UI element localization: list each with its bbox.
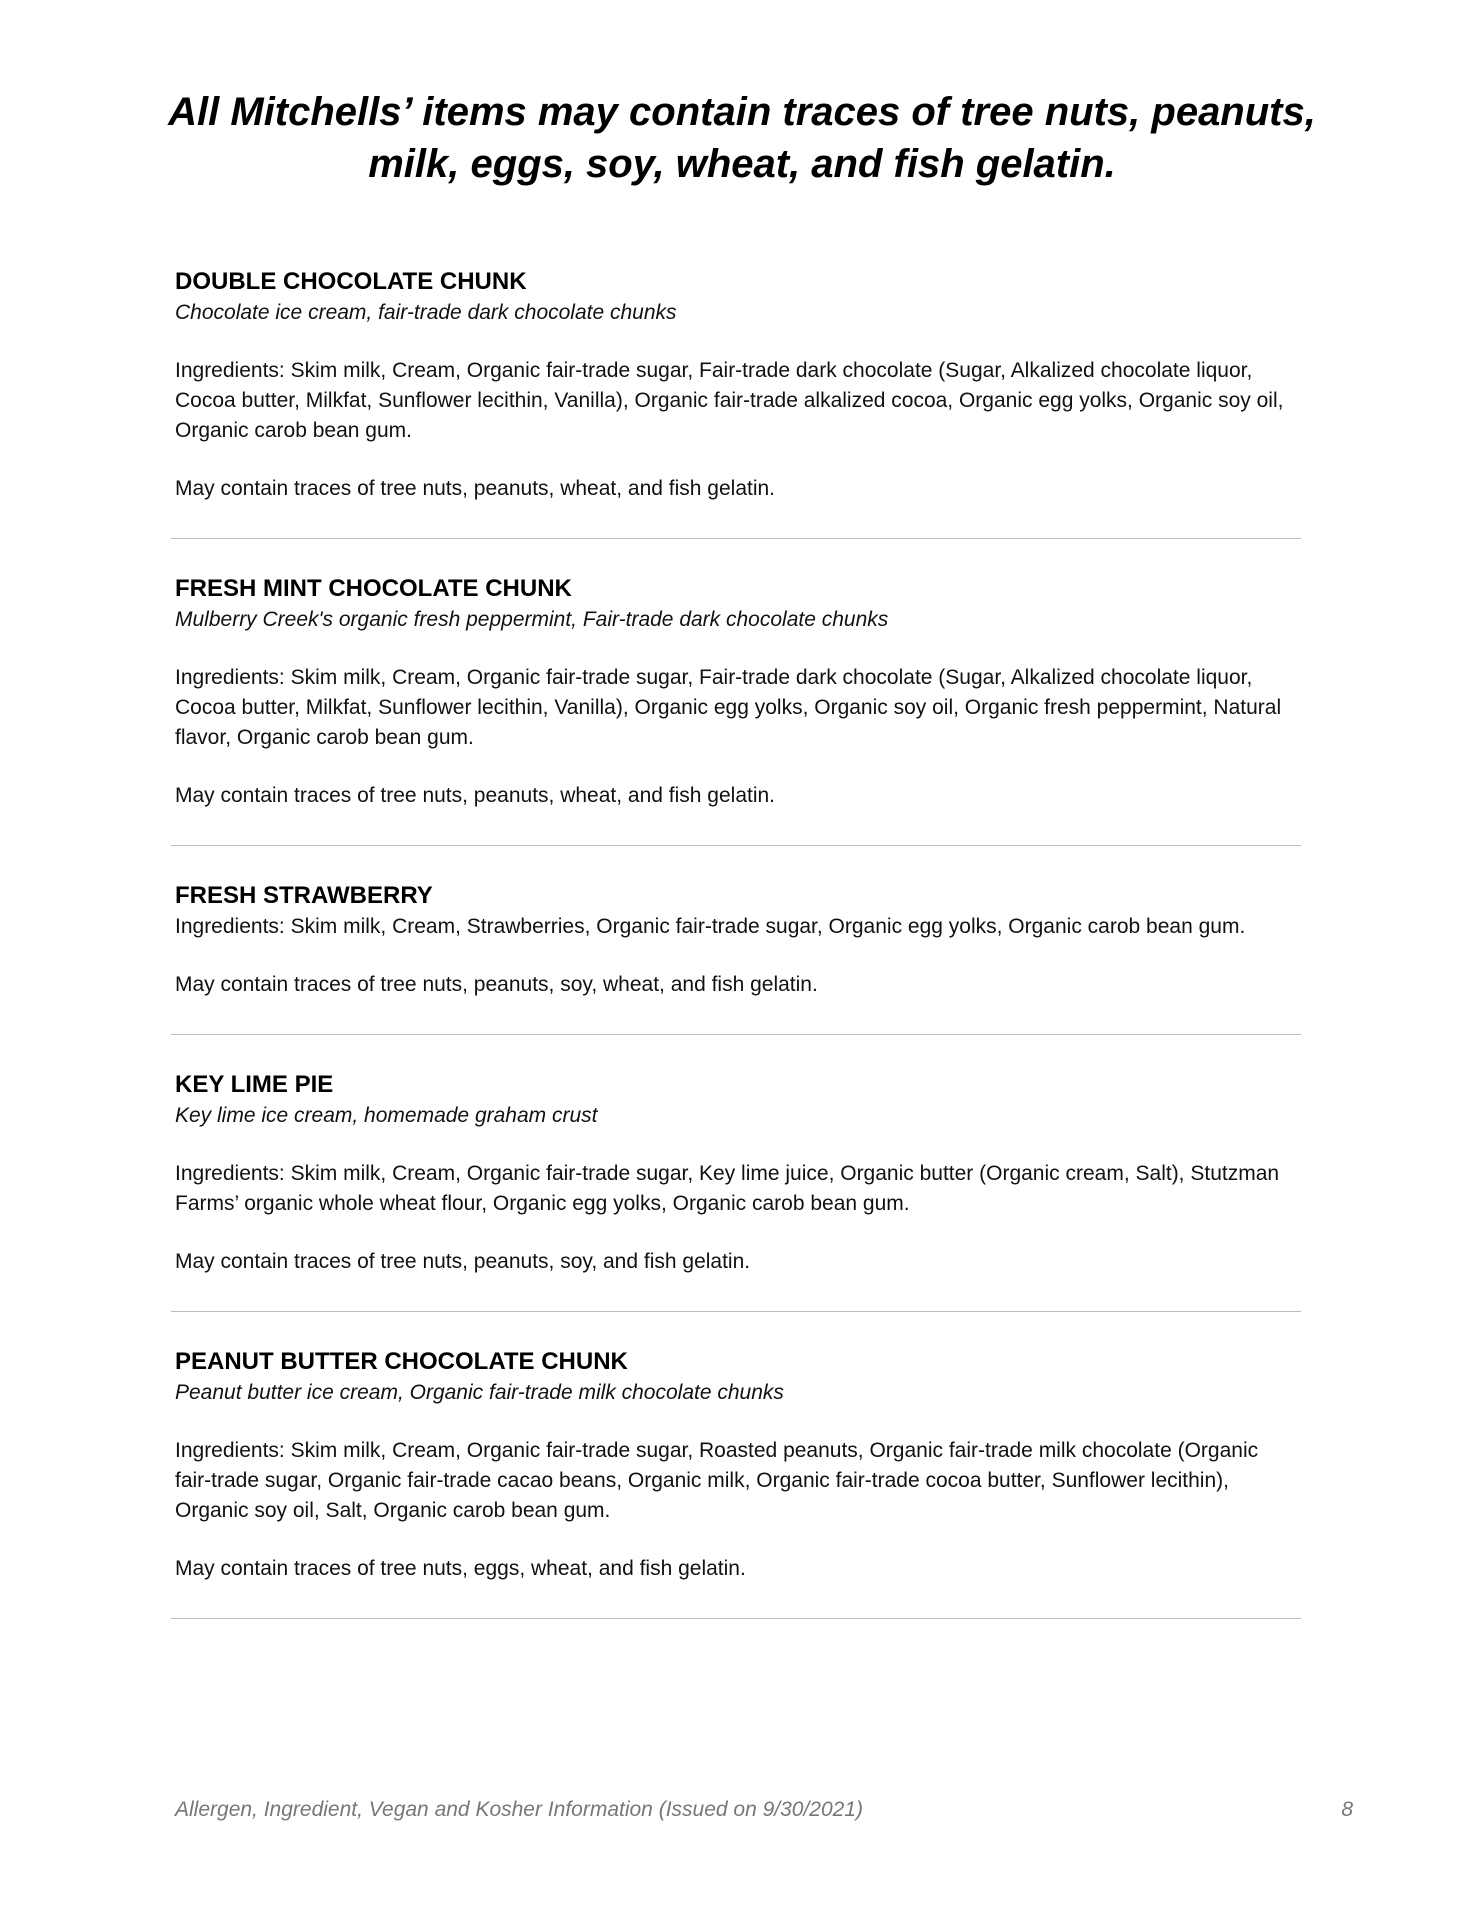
product-name: FRESH STRAWBERRY — [175, 882, 433, 909]
page-title — [130, 86, 1354, 190]
product-description: Chocolate ice cream, fair-trade dark chocolate chunks — [175, 301, 677, 324]
product-allergen-traces: May contain traces of tree nuts, peanuts, soy, and fish gelatin. — [175, 1250, 751, 1273]
product-list — [175, 266, 1297, 1653]
product-name: KEY LIME PIE — [175, 1071, 334, 1098]
product-ingredients: Ingredients: Skim milk, Cream, Organic fair-trade sugar, Fair-trade dark chocolate (Sugar, Alkalized chocolate liquor, Cocoa butter, Milkfat, Sunflower lecithin, Vanilla), Organic fair-trade alkalized cocoa, Organic egg yolks, Organic soy oil, Organic carob bean gum. — [175, 359, 1284, 442]
product-ingredients: Ingredients: Skim milk, Cream, Strawberries, Organic fair-trade sugar, Organic egg yolks, Organic carob bean gum. — [175, 915, 1246, 938]
product-peanut-butter-chocolate-chunk — [175, 1346, 1297, 1584]
product-ingredients: Ingredients: Skim milk, Cream, Organic fair-trade sugar, Fair-trade dark chocolate (Sugar, Alkalized chocolate liquor, Cocoa butter, Milkfat, Sunflower lecithin, Vanilla), Organic egg yolks, Organic soy oil, Organic fresh peppermint, Natural flavor, Organic carob bean gum. — [175, 666, 1282, 749]
footer-issue-info: Allergen, Ingredient, Vegan and Kosher Information (Issued on 9/30/2021) — [175, 1798, 864, 1821]
section-divider — [171, 1311, 1301, 1312]
product-description: Key lime ice cream, homemade graham crust — [175, 1104, 598, 1127]
product-description: Peanut butter ice cream, Organic fair-trade milk chocolate chunks — [175, 1381, 784, 1404]
product-name: FRESH MINT CHOCOLATE CHUNK — [175, 575, 572, 602]
product-name: DOUBLE CHOCOLATE CHUNK — [175, 268, 527, 295]
section-divider — [171, 1034, 1301, 1035]
page-number: 8 — [1341, 1798, 1353, 1821]
page-title-line-2: milk, eggs, soy, wheat, and fish gelatin. — [368, 142, 1116, 186]
product-allergen-traces: May contain traces of tree nuts, eggs, wheat, and fish gelatin. — [175, 1557, 746, 1580]
page-title-line-1: All Mitchells’ items may contain traces of tree nuts, peanuts, — [168, 90, 1316, 134]
page-footer — [175, 1795, 1353, 1825]
section-divider — [171, 1618, 1301, 1619]
section-divider — [171, 845, 1301, 846]
product-ingredients: Ingredients: Skim milk, Cream, Organic fair-trade sugar, Key lime juice, Organic butter (Organic cream, Salt), Stutzman Farms’ organic whole wheat flour, Organic egg yolks, Organic carob bean gum. — [175, 1162, 1280, 1215]
product-allergen-traces: May contain traces of tree nuts, peanuts, wheat, and fish gelatin. — [175, 477, 776, 500]
product-fresh-mint-chocolate-chunk — [175, 573, 1297, 811]
product-fresh-strawberry — [175, 880, 1297, 1000]
product-double-chocolate-chunk — [175, 266, 1297, 504]
product-ingredients: Ingredients: Skim milk, Cream, Organic fair-trade sugar, Roasted peanuts, Organic fair-trade milk chocolate (Organic fair-trade sugar, Organic fair-trade cacao beans, Organic milk, Organic fair-trade cocoa butter, Sunflower lecithin), Organic soy oil, Salt, Organic carob bean gum. — [175, 1439, 1259, 1522]
product-key-lime-pie — [175, 1069, 1297, 1277]
section-divider — [171, 538, 1301, 539]
product-description: Mulberry Creek's organic fresh peppermint, Fair-trade dark chocolate chunks — [175, 608, 889, 631]
product-name: PEANUT BUTTER CHOCOLATE CHUNK — [175, 1348, 628, 1375]
product-allergen-traces: May contain traces of tree nuts, peanuts, wheat, and fish gelatin. — [175, 784, 776, 807]
product-allergen-traces: May contain traces of tree nuts, peanuts, soy, wheat, and fish gelatin. — [175, 973, 818, 996]
